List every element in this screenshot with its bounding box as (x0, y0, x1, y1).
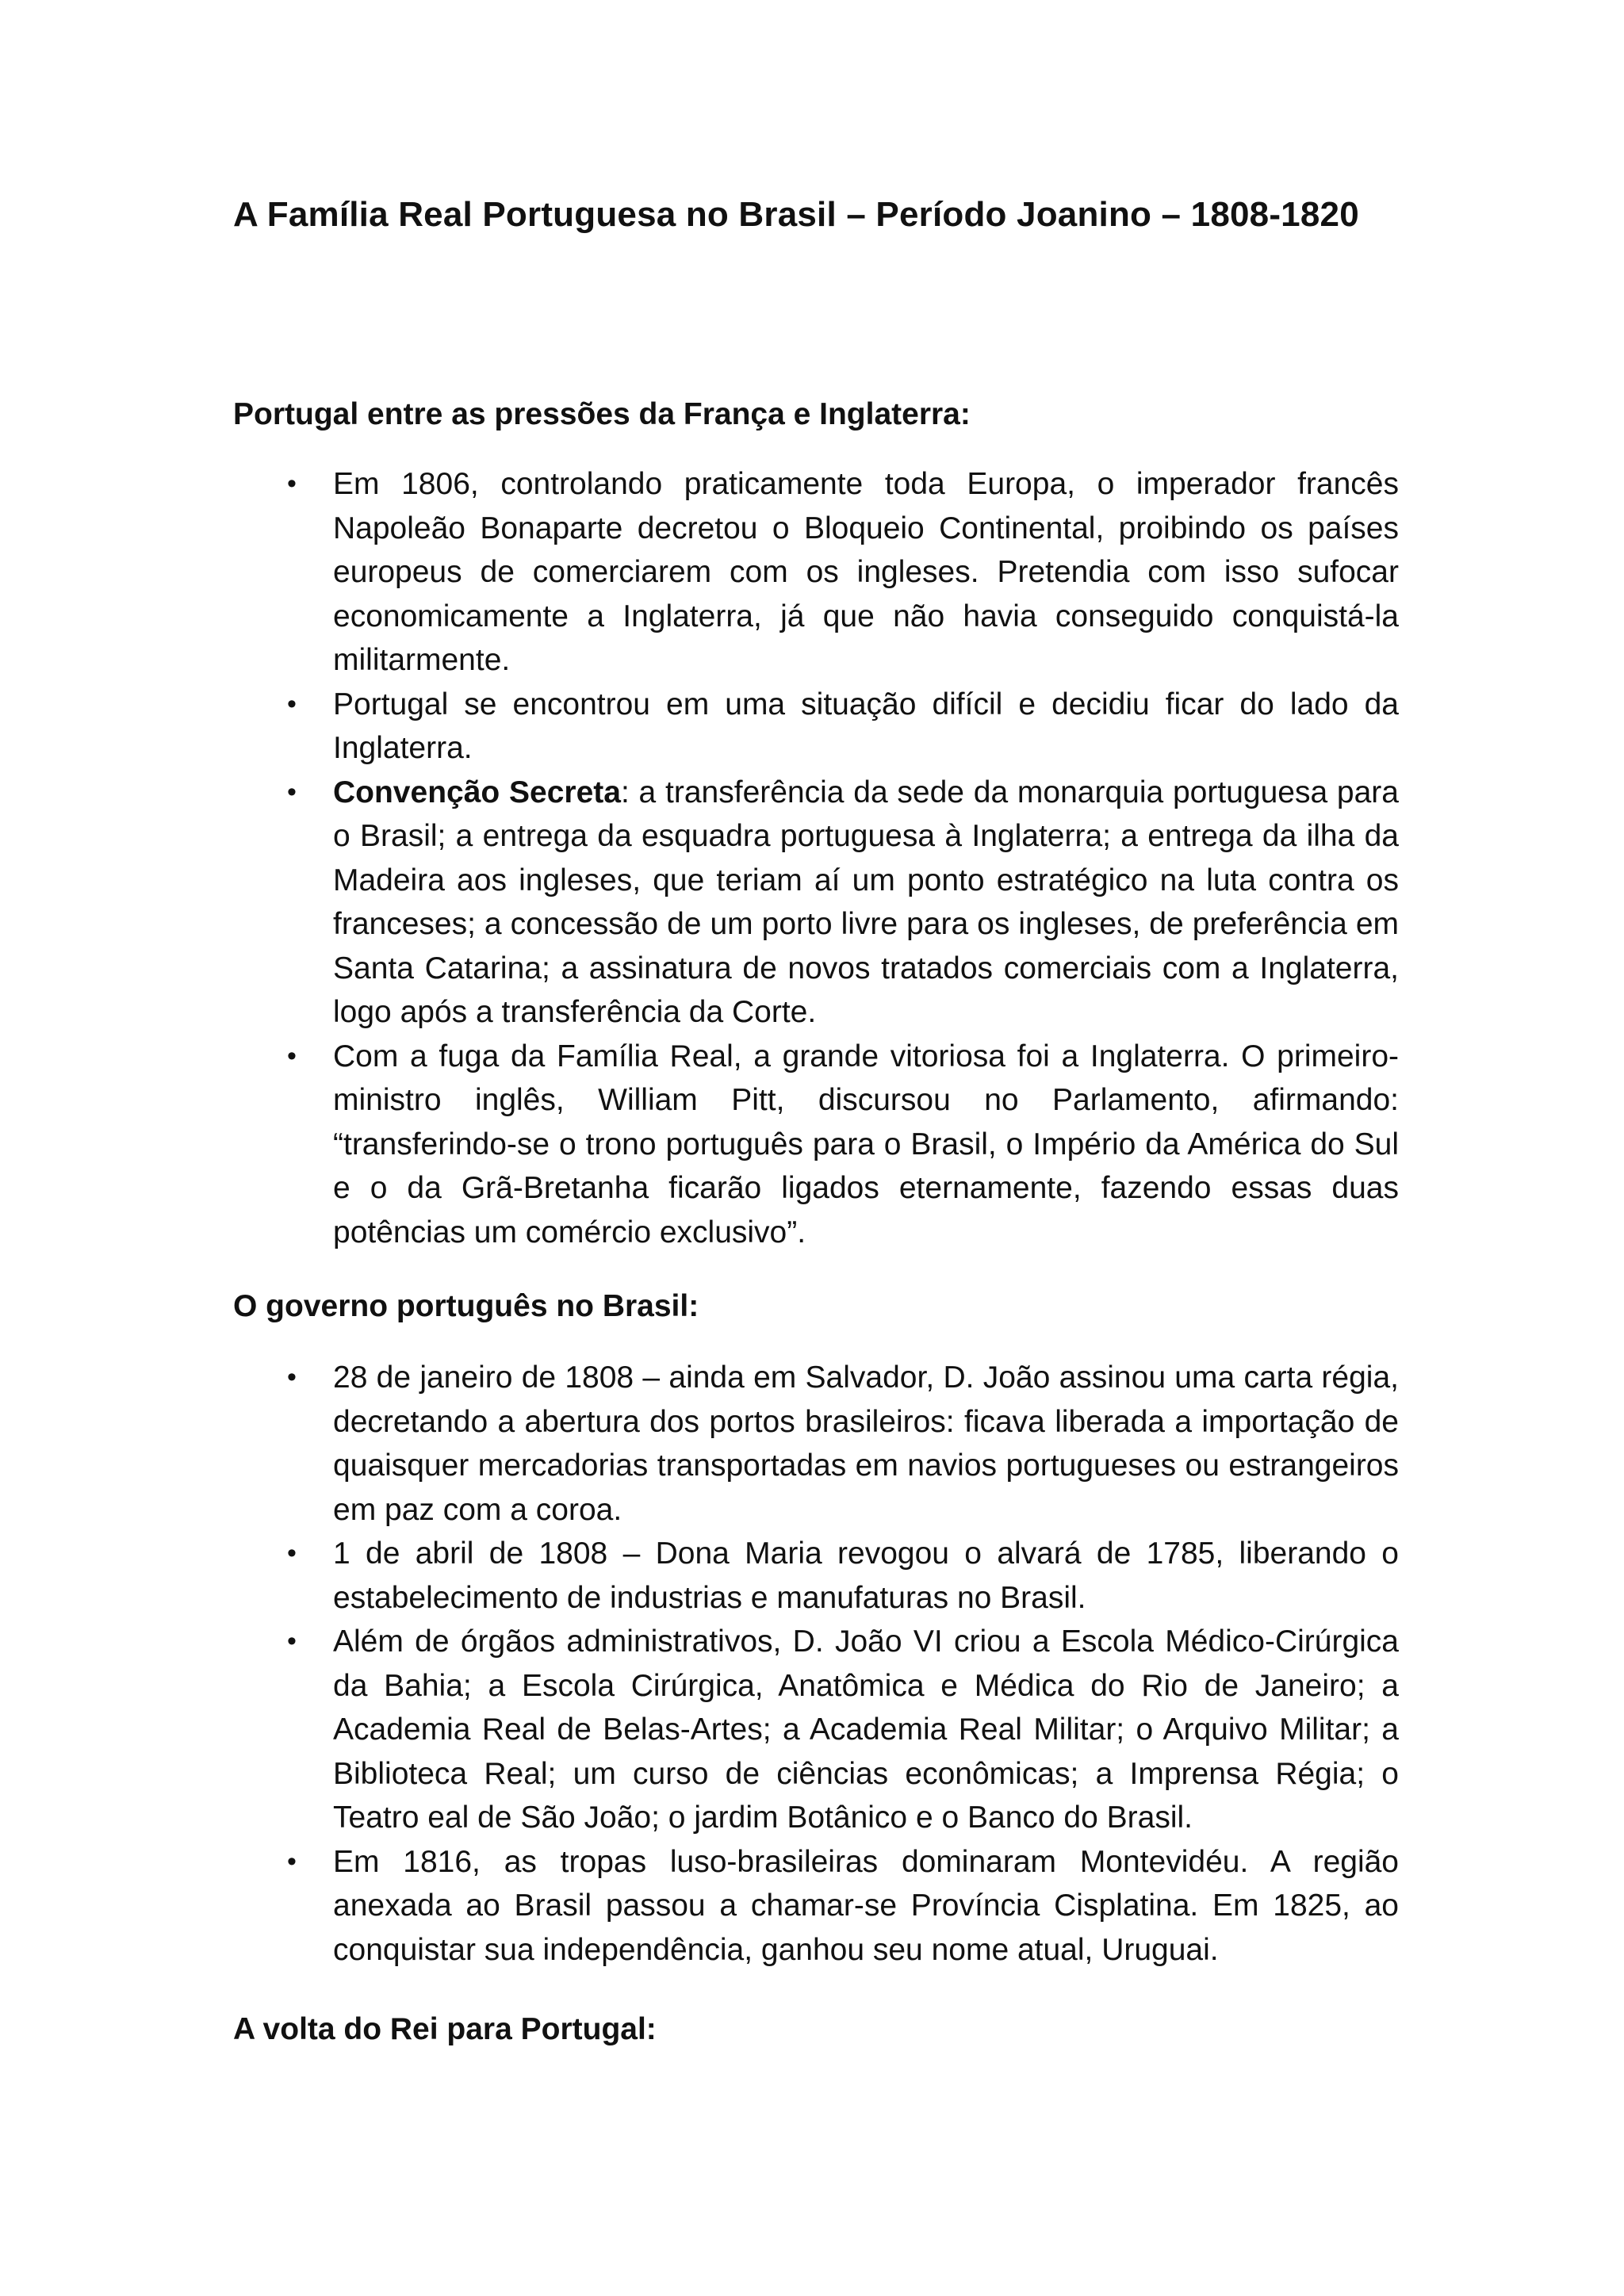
bullet-icon: • (287, 1538, 297, 1568)
list-item-text: 28 de janeiro de 1808 – ainda em Salvador, D. João assinou uma carta régia, decretando a abertura dos portos brasileiros: ficava liberada a importação de quaisquer mercadorias transportadas em navios portugueses ou estrangeiros em paz com a coroa. (333, 1360, 1399, 1527)
list-item-bold-term: Convenção Secreta (333, 775, 621, 809)
list-item (233, 1532, 1399, 1620)
list-item-text: Em 1816, as tropas luso-brasileiras dominaram Montevidéu. A região anexada ao Brasil passou a chamar-se Província Cisplatina. Em 1825, ao conquistar sua independência, ganhou seu nome atual, Uruguai. (333, 1844, 1399, 1967)
section-heading-governo: O governo português no Brasil: (233, 1289, 699, 1323)
list-item (233, 462, 1399, 683)
bullet-icon: • (287, 688, 297, 719)
bullet-list-governo (233, 1356, 1399, 1972)
list-item (233, 1840, 1399, 1973)
list-item-text: Portugal se encontrou em uma situação difícil e decidiu ficar do lado da Inglaterra. (333, 687, 1399, 765)
bullet-icon: • (287, 1626, 297, 1656)
bullet-list-pressoes (233, 462, 1399, 1254)
list-item (233, 771, 1399, 1035)
list-item (233, 1620, 1399, 1840)
list-item (233, 1035, 1399, 1255)
list-item (233, 1356, 1399, 1532)
section-heading-volta-do-rei: A volta do Rei para Portugal: (233, 2012, 657, 2046)
document-title: A Família Real Portuguesa no Brasil – Período Joanino – 1808-1820 (233, 195, 1359, 234)
bullet-icon: • (287, 469, 297, 499)
list-item (233, 683, 1399, 771)
list-item-text: Com a fuga da Família Real, a grande vitoriosa foi a Inglaterra. O primeiro-ministro inglês, William Pitt, discursou no Parlamento, afirmando: “transferindo-se o trono português para o Brasil, o Império da América do Sul e o da Grã-Bretanha ficarão ligados eternamente, fazendo essas duas potências um comércio exclusivo”. (333, 1039, 1399, 1249)
bullet-icon: • (287, 1040, 297, 1071)
bullet-icon: • (287, 1362, 297, 1392)
list-item-text: : a transferência da sede da monarquia portuguesa para o Brasil; a entrega da esquadra portuguesa à Inglaterra; a entrega da ilha da Madeira aos ingleses, que teriam aí um ponto estratégico na luta contra os franceses; a concessão de um porto livre para os ingleses, de preferência em Santa Catarina; a assinatura de novos tratados comerciais com a Inglaterra, logo após a transferência da Corte. (333, 775, 1399, 1029)
bullet-icon: • (287, 1846, 297, 1877)
list-item-text: Além de órgãos administrativos, D. João VI criou a Escola Médico-Cirúrgica da Bahia; a Escola Cirúrgica, Anatômica e Médica do Rio de Janeiro; a Academia Real de Belas-Artes; a Academia Real Militar; o Arquivo Militar; a Biblioteca Real; um curso de ciências econômicas; a Imprensa Régia; o Teatro eal de São João; o jardim Botânico e o Banco do Brasil. (333, 1624, 1399, 1835)
list-item-text: Em 1806, controlando praticamente toda Europa, o imperador francês Napoleão Bonaparte decretou o Bloqueio Continental, proibindo os países europeus de comerciarem com os ingleses. Pretendia com isso sufocar economicamente a Inglaterra, já que não havia conseguido conquistá-la militarmente. (333, 467, 1399, 677)
list-item-text: 1 de abril de 1808 – Dona Maria revogou o alvará de 1785, liberando o estabelecimento de industrias e manufaturas no Brasil. (333, 1536, 1399, 1615)
bullet-icon: • (287, 776, 297, 807)
section-heading-pressoes: Portugal entre as pressões da França e Inglaterra: (233, 397, 971, 431)
